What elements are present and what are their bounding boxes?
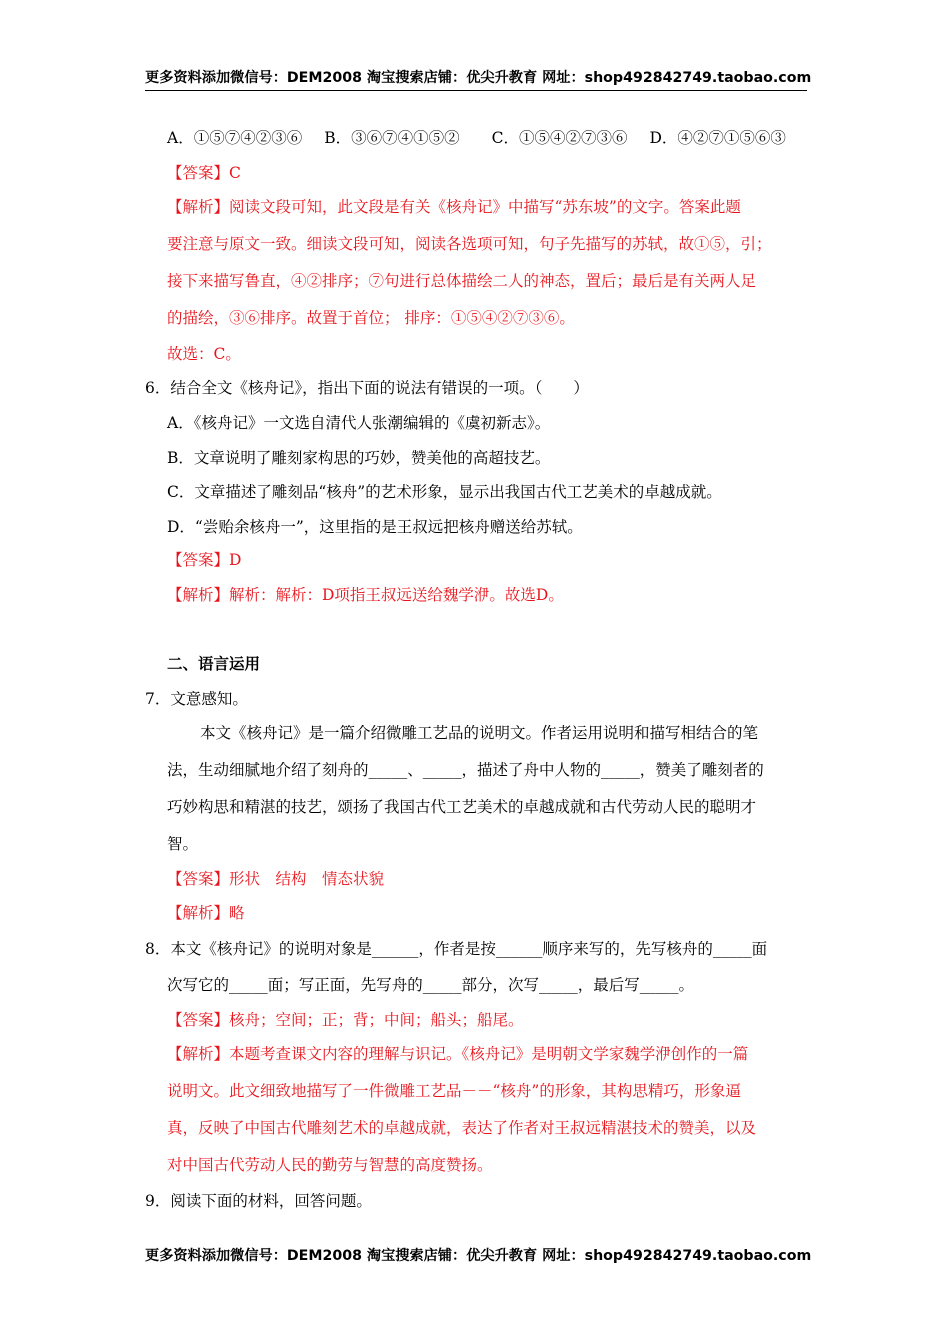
q6-question: 6．结合全文《核舟记》，指出下面的说法有错误的一项。（ ） (145, 379, 589, 397)
q5-analysis-line: 接下来描写鲁直，④②排序；⑦句进行总体描绘二人的神态，置后；最后是有关两人足 (167, 272, 757, 290)
q5-analysis-line: 要注意与原文一致。细读文段可知，阅读各选项可知，句子先描写的苏轼，故①⑤，引； (167, 235, 772, 253)
q6-option-b: B．文章说明了雕刻家构思的巧妙，赞美他的高超技艺。 (167, 449, 551, 467)
q8-question-line: 8．本文《核舟记》的说明对象是______，作者是按______顺序来写的，先写核舟的_____面 (145, 940, 768, 958)
q5-option-a: A．①⑤⑦④②③⑥ (167, 129, 303, 147)
q6-option-a: A．《核舟记》一文选自清代人张潮编辑的《虞初新志》。 (167, 414, 551, 432)
page-footer: 更多资料添加微信号：DEM2008 淘宝搜索店铺：优尖升教育 网址：shop492842749.taobao.com (145, 1248, 812, 1264)
q7-body-line: 巧妙构思和精湛的技艺，颂扬了我国古代工艺美术的卓越成就和古代劳动人民的聪明才 (167, 798, 757, 816)
q5-option-c: C．①⑤④②⑦③⑥ (491, 129, 628, 147)
q6-option-c: C．文章描述了雕刻品“核舟”的艺术形象，显示出我国古代工艺美术的卓越成就。 (167, 483, 722, 501)
q9-question: 9．阅读下面的材料，回答问题。 (145, 1192, 372, 1210)
q5-conclusion: 故选：C。 (167, 345, 241, 363)
section-title: 二、语言运用 (167, 655, 261, 673)
q5-analysis-line: 【解析】阅读文段可知，此文段是有关《核舟记》中描写“苏东坡”的文字。答案此题 (167, 198, 741, 216)
q7-answer: 【答案】形状 结构 情态状貌 (167, 870, 385, 888)
q5-option-d: D．④②⑦①⑤⑥③ (649, 129, 786, 147)
q7-body-line: 本文《核舟记》是一篇介绍微雕工艺品的说明文。作者运用说明和描写相结合的笔 (200, 724, 759, 742)
q7-body-line: 智。 (167, 835, 199, 853)
page-header: 更多资料添加微信号：DEM2008 淘宝搜索店铺：优尖升教育 网址：shop492842749.taobao.com (145, 68, 807, 91)
q8-answer: 【答案】核舟；空间；正；背；中间；船头；船尾。 (167, 1011, 524, 1029)
q6-answer: 【答案】D (167, 551, 242, 569)
q8-analysis-line: 【解析】本题考查课文内容的理解与识记。《核舟记》是明朝文学家魏学洢创作的一篇 (167, 1045, 749, 1063)
q5-analysis-line: 的描绘，③⑥排序。故置于首位； 排序：①⑤④②⑦③⑥。 (167, 309, 575, 327)
q5-option-b: B．③⑥⑦④①⑤② (324, 129, 460, 147)
q5-answer: 【答案】C (167, 164, 241, 182)
q8-analysis-line: 真，反映了中国古代雕刻艺术的卓越成就，表达了作者对王叔远精湛技术的赞美，以及 (167, 1119, 757, 1137)
q7-question: 7．文意感知。 (145, 690, 248, 708)
q7-body-line: 法，生动细腻地介绍了刻舟的_____、_____，描述了舟中人物的_____，赞美了雕刻者的 (167, 761, 764, 779)
q7-analysis: 【解析】略 (167, 904, 245, 922)
q8-analysis-line: 说明文。此文细致地描写了一件微雕工艺品－－“核舟”的形象，其构思精巧，形象逼 (167, 1082, 741, 1100)
q6-analysis: 【解析】解析：解析：D项指王叔远送给魏学洢。故选D。 (167, 586, 564, 604)
q5-options-row (167, 127, 786, 149)
q8-analysis-line: 对中国古代劳动人民的勤劳与智慧的高度赞扬。 (167, 1156, 493, 1174)
q6-option-d: D．“尝贻余核舟一”，这里指的是王叔远把核舟赠送给苏轼。 (167, 518, 583, 536)
q8-question-line: 次写它的_____面；写正面，先写舟的_____部分，次写_____，最后写_____。 (167, 976, 695, 994)
